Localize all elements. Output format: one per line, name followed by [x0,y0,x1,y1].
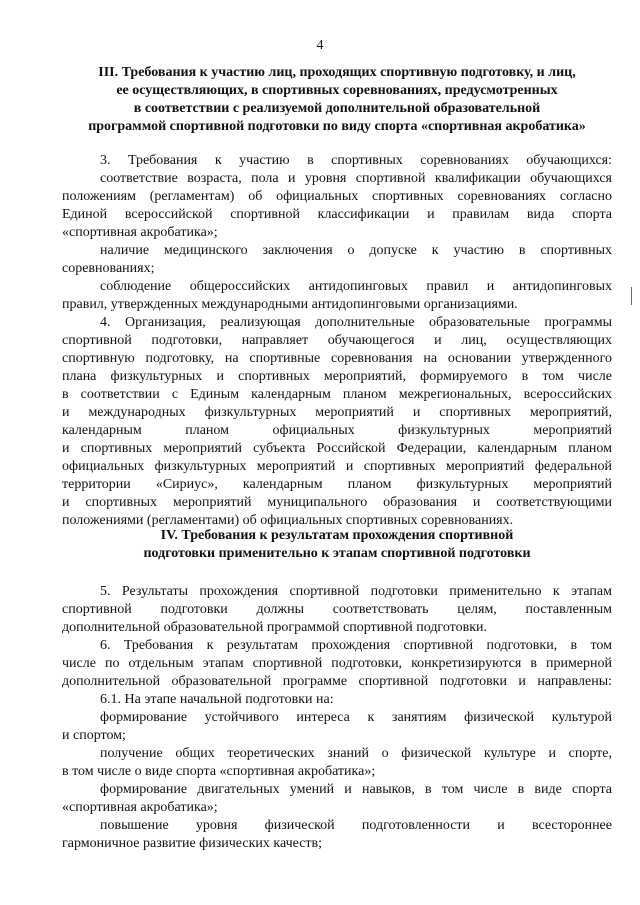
page-number: 4 [316,38,324,53]
text-line: 3. Требования к участию в спортивных соревнованиях обучающихся: [100,153,612,168]
text-line: и спортивных мероприятий субъекта Российской Федерации, календарным планом [62,441,612,456]
section-3-heading [62,64,612,136]
text-line: спортивной подготовки должны соответствовать целям, поставленным [62,602,612,617]
text-line: спортивную подготовку, на спортивные соревнования на основании утвержденного [62,351,612,366]
scan-edge-mark [631,287,632,305]
heading-line: программой спортивной подготовки по виду спорта «спортивная акробатика» [88,119,586,134]
text-line: дополнительной образовательной программой спортивной подготовки. [62,620,487,635]
text-line: гармоничное развитие физических качеств; [62,836,323,851]
heading-line: в соответствии с реализуемой дополнительной образовательной [133,101,541,116]
heading-line: III. Требования к участию лиц, проходящих спортивную подготовку, и лиц, [98,65,576,80]
heading-line: ее осуществляющих, в спортивных соревнованиях, предусмотренных [116,83,558,98]
text-line: и спортивных мероприятий муниципального образования и соответствующими [62,495,612,510]
text-line: 6. Требования к результатам прохождения спортивной подготовки, в том [100,638,612,653]
text-line: спортивной подготовки, направляет обучающегося и лиц, осуществляющих [62,333,612,348]
text-line: 5. Результаты прохождения спортивной подготовки применительно к этапам [100,584,612,599]
text-line: соревнованиях; [62,261,155,276]
text-line: и международных физкультурных мероприятий и спортивных мероприятий, [62,405,612,420]
text-line: положениям (регламентам) об официальных спортивных соревнованиях согласно [62,189,612,204]
text-line: «спортивная акробатика»; [62,800,218,815]
text-line: формирование устойчивого интереса к занятиям физической культурой [100,710,612,725]
text-line: 4. Организация, реализующая дополнительные образовательные программы [100,315,612,330]
text-line: наличие медицинского заключения о допуске к участию в спортивных [100,243,612,258]
text-line: получение общих теоретических знаний о физической культуре и спорте, [100,746,612,761]
text-line: календарным планом официальных физкультурных мероприятий [62,423,612,438]
text-line: повышение уровня физической подготовленности и всестороннее [100,818,612,833]
section-4-heading [62,527,612,563]
text-line: числе по отдельным этапам спортивной подготовки, конкретизируются в примерной [62,656,612,671]
heading-line: IV. Требования к результатам прохождения спортивной [160,528,514,543]
text-line: официальных физкультурных мероприятий и спортивных мероприятий федеральной [62,459,612,474]
text-line: в том числе о виде спорта «спортивная акробатика»; [62,764,376,779]
text-line: соблюдение общероссийских антидопинговых правил и антидопинговых [100,279,612,294]
text-line: правил, утвержденных международными антидопинговыми организациями. [62,297,518,312]
text-line: дополнительной образовательной программе спортивной подготовки и направлены: [62,674,612,689]
text-line: 6.1. На этапе начальной подготовки на: [100,692,334,707]
text-line: формирование двигательных умений и навыков, в том числе в виде спорта [100,782,612,797]
text-line: Единой всероссийской спортивной классификации и правилам вида спорта [62,207,612,222]
text-line: в соответствии с Единым календарным планом межрегиональных, всероссийских [62,387,612,402]
text-line: положениями (регламентами) об официальных спортивных соревнованиях. [62,513,514,528]
text-line: соответствие возраста, пола и уровня спортивной квалификации обучающихся [100,171,612,186]
section-4-body [62,583,612,853]
text-line: плана физкультурных и спортивных мероприятий, формируемого в том числе [62,369,612,384]
text-line: и спортом; [62,728,126,743]
text-line: территории «Сириус», календарным планом физкультурных мероприятий [62,477,612,492]
text-line: «спортивная акробатика»; [62,225,218,240]
heading-line: подготовки применительно к этапам спортивной подготовки [143,546,531,561]
section-3-body [62,152,612,530]
